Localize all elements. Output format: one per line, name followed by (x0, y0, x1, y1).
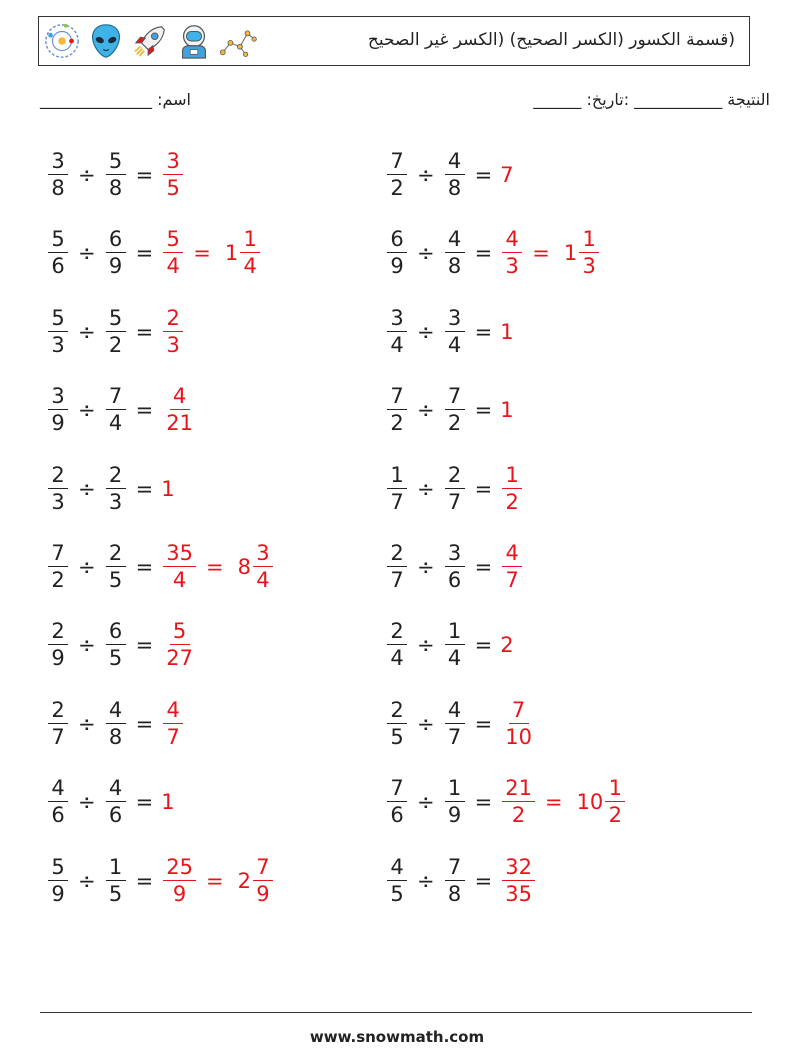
fraction (445, 308, 465, 356)
denominator: 9 (108, 254, 123, 278)
divide-sign: ÷ (78, 555, 96, 579)
numerator: 3 (387, 308, 407, 332)
equals-sign: = (205, 869, 224, 893)
fraction (163, 386, 196, 434)
divide-sign: ÷ (417, 398, 435, 422)
fraction (502, 465, 522, 513)
whole-number: 2 (500, 633, 514, 657)
fraction (502, 700, 535, 748)
numerator: 1 (106, 857, 126, 881)
numerator: 1 (605, 778, 625, 802)
numerator: 35 (163, 543, 196, 567)
denominator: 3 (166, 333, 180, 357)
fraction (106, 621, 126, 669)
numerator: 2 (48, 621, 68, 645)
problem-item (385, 140, 514, 210)
equals-sign: = (532, 241, 550, 265)
denominator: 8 (51, 176, 65, 200)
divide-sign: ÷ (78, 869, 96, 893)
numerator: 6 (106, 621, 126, 645)
fraction (445, 621, 465, 669)
answer (161, 151, 185, 199)
answer (161, 700, 185, 748)
numerator: 4 (106, 778, 126, 802)
denominator: 7 (390, 568, 404, 592)
denominator: 9 (256, 882, 270, 906)
numerator: 2 (387, 621, 407, 645)
problem-item (46, 846, 275, 916)
denominator: 3 (108, 490, 123, 514)
equals-sign: = (135, 633, 154, 657)
divide-sign: ÷ (78, 398, 96, 422)
problem-item (46, 218, 262, 288)
numerator: 2 (106, 543, 126, 567)
numerator: 5 (48, 229, 68, 253)
numerator: 32 (502, 857, 535, 881)
denominator: 2 (608, 803, 622, 827)
fraction (387, 778, 407, 826)
fraction (106, 229, 126, 277)
numerator: 4 (502, 543, 522, 567)
fraction (387, 465, 407, 513)
denominator: 4 (172, 568, 187, 592)
alien-icon (87, 22, 125, 60)
denominator: 10 (505, 725, 532, 749)
fraction (106, 386, 126, 434)
equals-sign: = (474, 869, 493, 893)
problem-item (385, 218, 601, 288)
denominator: 8 (447, 254, 462, 278)
answer (500, 229, 601, 277)
solar-system-icon (43, 22, 81, 60)
fraction (387, 386, 407, 434)
fraction (48, 465, 68, 513)
denominator: 27 (166, 646, 193, 670)
whole-number: 1 (563, 241, 578, 265)
fraction (579, 229, 599, 277)
fraction (163, 229, 183, 277)
denominator: 21 (166, 411, 193, 435)
problem-item (385, 454, 524, 524)
divide-sign: ÷ (78, 320, 96, 344)
numerator: 7 (253, 857, 273, 881)
denominator: 3 (51, 333, 65, 357)
fraction (163, 151, 183, 199)
equals-sign: = (474, 790, 493, 814)
denominator: 8 (108, 176, 123, 200)
problem-item (46, 532, 275, 602)
numerator: 2 (387, 543, 407, 567)
whole-number: 1 (500, 320, 514, 344)
problem-item (46, 767, 175, 837)
equals-sign: = (474, 163, 493, 187)
fraction (163, 308, 183, 356)
answer (500, 398, 513, 422)
fraction (387, 543, 407, 591)
denominator: 2 (511, 803, 526, 827)
numerator: 1 (387, 465, 407, 489)
denominator: 2 (108, 333, 123, 357)
footer-divider (40, 1012, 752, 1013)
fraction (445, 778, 465, 826)
numerator: 1 (502, 465, 522, 489)
denominator: 5 (108, 882, 123, 906)
denominator: 9 (51, 646, 65, 670)
numerator: 1 (240, 229, 260, 253)
problem-item (385, 610, 514, 680)
numerator: 5 (106, 151, 126, 175)
numerator: 4 (445, 151, 465, 175)
fraction (48, 778, 68, 826)
denominator: 9 (51, 411, 65, 435)
fraction (253, 857, 273, 905)
denominator: 6 (51, 254, 65, 278)
denominator: 7 (447, 490, 462, 514)
answer (500, 543, 524, 591)
answer (161, 857, 275, 905)
whole-number: 1 (161, 790, 175, 814)
denominator: 7 (505, 568, 519, 592)
numerator: 5 (106, 308, 126, 332)
fraction (502, 543, 522, 591)
denominator: 35 (505, 882, 532, 906)
fraction (163, 700, 183, 748)
problem-item (385, 689, 537, 759)
answer (500, 465, 524, 513)
numerator: 7 (387, 386, 407, 410)
answer (500, 320, 513, 344)
divide-sign: ÷ (417, 869, 435, 893)
fraction (106, 465, 126, 513)
whole-number: 1 (500, 398, 514, 422)
answer (161, 621, 198, 669)
denominator: 2 (390, 411, 404, 435)
name-field: اسم: ______________ (40, 90, 191, 109)
fraction (163, 543, 196, 591)
numerator: 7 (387, 778, 407, 802)
denominator: 9 (172, 882, 187, 906)
fraction (48, 543, 68, 591)
problem-item (46, 610, 198, 680)
answer (161, 229, 262, 277)
equals-sign: = (474, 633, 493, 657)
denominator: 5 (108, 568, 123, 592)
denominator: 5 (390, 725, 404, 749)
fraction (605, 778, 625, 826)
fraction (387, 308, 407, 356)
equals-sign: = (193, 241, 211, 265)
answer (500, 857, 537, 905)
denominator: 5 (390, 882, 404, 906)
denominator: 7 (166, 725, 180, 749)
numerator: 4 (387, 857, 407, 881)
numerator: 1 (579, 229, 599, 253)
numerator: 5 (48, 857, 68, 881)
equals-sign: = (205, 555, 224, 579)
numerator: 21 (502, 778, 535, 802)
denominator: 5 (108, 646, 123, 670)
fraction (387, 621, 407, 669)
fraction (445, 700, 465, 748)
denominator: 2 (505, 490, 519, 514)
numerator: 2 (163, 308, 183, 332)
fraction (48, 700, 68, 748)
divide-sign: ÷ (78, 477, 96, 501)
answer (500, 163, 513, 187)
problem-item (46, 140, 185, 210)
denominator: 2 (447, 411, 462, 435)
numerator: 7 (445, 386, 465, 410)
numerator: 7 (387, 151, 407, 175)
numerator: 4 (445, 700, 465, 724)
divide-sign: ÷ (417, 633, 435, 657)
fraction (106, 700, 126, 748)
denominator: 8 (447, 882, 462, 906)
divide-sign: ÷ (78, 790, 96, 814)
numerator: 3 (163, 151, 183, 175)
numerator: 7 (445, 857, 465, 881)
equals-sign: = (135, 477, 154, 501)
denominator: 4 (447, 333, 462, 357)
equals-sign: = (135, 398, 154, 422)
problem-item (46, 297, 185, 367)
numerator: 5 (170, 621, 190, 645)
denominator: 2 (51, 568, 65, 592)
denominator: 4 (243, 254, 257, 278)
denominator: 9 (390, 254, 404, 278)
fraction (445, 857, 465, 905)
answer (500, 700, 537, 748)
fraction (48, 151, 68, 199)
astronaut-icon (175, 22, 213, 60)
denominator: 9 (51, 882, 65, 906)
numerator: 3 (48, 386, 68, 410)
header-icons (43, 22, 257, 60)
numerator: 3 (48, 151, 68, 175)
denominator: 7 (51, 725, 65, 749)
answer (161, 543, 275, 591)
numerator: 6 (106, 229, 126, 253)
problem-item (385, 375, 514, 445)
divide-sign: ÷ (78, 712, 96, 736)
divide-sign: ÷ (417, 241, 435, 265)
problem-item (46, 375, 198, 445)
equals-sign: = (135, 790, 154, 814)
denominator: 7 (447, 725, 462, 749)
equals-sign: = (474, 398, 493, 422)
denominator: 5 (166, 176, 180, 200)
numerator: 4 (170, 386, 190, 410)
problem-item (385, 532, 524, 602)
numerator: 3 (253, 543, 273, 567)
divide-sign: ÷ (417, 477, 435, 501)
whole-number: 2 (237, 869, 251, 893)
fraction (48, 386, 68, 434)
fraction (106, 857, 126, 905)
fraction (48, 308, 68, 356)
divide-sign: ÷ (78, 163, 96, 187)
numerator: 7 (106, 386, 126, 410)
numerator: 7 (48, 543, 68, 567)
denominator: 6 (390, 803, 404, 827)
numerator: 4 (445, 229, 465, 253)
problem-item (385, 297, 514, 367)
problem-item (385, 767, 627, 837)
divide-sign: ÷ (417, 163, 435, 187)
equals-sign: = (474, 477, 493, 501)
rocket-icon (131, 22, 169, 60)
numerator: 1 (445, 621, 465, 645)
fraction (445, 386, 465, 434)
numerator: 3 (445, 543, 465, 567)
fraction (253, 543, 273, 591)
equals-sign: = (135, 320, 154, 344)
numerator: 3 (445, 308, 465, 332)
divide-sign: ÷ (417, 790, 435, 814)
fraction (445, 465, 465, 513)
score-date-field: النتيجة ___________ :تاريخ: ______ (533, 90, 770, 109)
numerator: 2 (387, 700, 407, 724)
denominator: 2 (390, 176, 404, 200)
fraction (106, 151, 126, 199)
fraction (106, 778, 126, 826)
denominator: 6 (51, 803, 65, 827)
divide-sign: ÷ (417, 712, 435, 736)
numerator: 6 (387, 229, 407, 253)
fraction (445, 543, 465, 591)
worksheet-header (38, 16, 750, 66)
answer (161, 477, 174, 501)
numerator: 4 (48, 778, 68, 802)
fraction (48, 621, 68, 669)
answer (161, 308, 185, 356)
numerator: 7 (509, 700, 529, 724)
numerator: 2 (106, 465, 126, 489)
denominator: 4 (166, 254, 180, 278)
numerator: 5 (48, 308, 68, 332)
numerator: 2 (48, 465, 68, 489)
fraction (106, 308, 126, 356)
equals-sign: = (474, 320, 493, 344)
problem-item (385, 846, 537, 916)
numerator: 2 (48, 700, 68, 724)
footer-url: www.snowmath.com (309, 1028, 485, 1046)
constellation-icon (219, 22, 257, 60)
numerator: 4 (163, 700, 183, 724)
equals-sign: = (135, 241, 154, 265)
whole-number: 1 (224, 241, 239, 265)
fraction (48, 857, 68, 905)
equals-sign: = (135, 163, 154, 187)
numerator: 5 (163, 229, 183, 253)
equals-sign: = (474, 241, 493, 265)
fraction (387, 857, 407, 905)
divide-sign: ÷ (78, 241, 96, 265)
equals-sign: = (135, 869, 154, 893)
denominator: 8 (108, 725, 123, 749)
fraction (502, 778, 535, 826)
denominator: 4 (390, 333, 404, 357)
denominator: 6 (447, 568, 462, 592)
fraction (48, 229, 68, 277)
whole-number: 7 (500, 163, 514, 187)
problem-item (46, 454, 175, 524)
numerator: 4 (106, 700, 126, 724)
fraction (387, 151, 407, 199)
fraction (163, 621, 196, 669)
denominator: 3 (51, 490, 65, 514)
denominator: 8 (447, 176, 462, 200)
equals-sign: = (135, 712, 154, 736)
denominator: 7 (390, 490, 404, 514)
denominator: 4 (256, 568, 270, 592)
answer (161, 790, 174, 814)
numerator: 2 (445, 465, 465, 489)
numerator: 1 (445, 778, 465, 802)
answer (500, 633, 513, 657)
answer (161, 386, 198, 434)
equals-sign: = (544, 790, 563, 814)
numerator: 25 (163, 857, 196, 881)
whole-number: 10 (576, 790, 604, 814)
worksheet-title: (قسمة الكسور (الكسر الصحيح) (الكسر غير الصحيح (367, 30, 735, 50)
whole-number: 8 (237, 555, 251, 579)
equals-sign: = (474, 555, 493, 579)
denominator: 4 (447, 646, 462, 670)
denominator: 4 (108, 411, 123, 435)
divide-sign: ÷ (417, 320, 435, 344)
equals-sign: = (474, 712, 493, 736)
fraction (106, 543, 126, 591)
whole-number: 1 (161, 477, 175, 501)
fraction (445, 229, 465, 277)
denominator: 3 (505, 254, 519, 278)
fraction (163, 857, 196, 905)
equals-sign: = (135, 555, 154, 579)
denominator: 6 (108, 803, 123, 827)
denominator: 9 (447, 803, 462, 827)
divide-sign: ÷ (78, 633, 96, 657)
denominator: 4 (390, 646, 404, 670)
fraction (502, 857, 535, 905)
fraction (502, 229, 522, 277)
problem-item (46, 689, 185, 759)
fraction (387, 229, 407, 277)
denominator: 3 (582, 254, 596, 278)
fraction (445, 151, 465, 199)
answer (500, 778, 627, 826)
fraction (240, 229, 260, 277)
numerator: 4 (502, 229, 522, 253)
divide-sign: ÷ (417, 555, 435, 579)
fraction (387, 700, 407, 748)
